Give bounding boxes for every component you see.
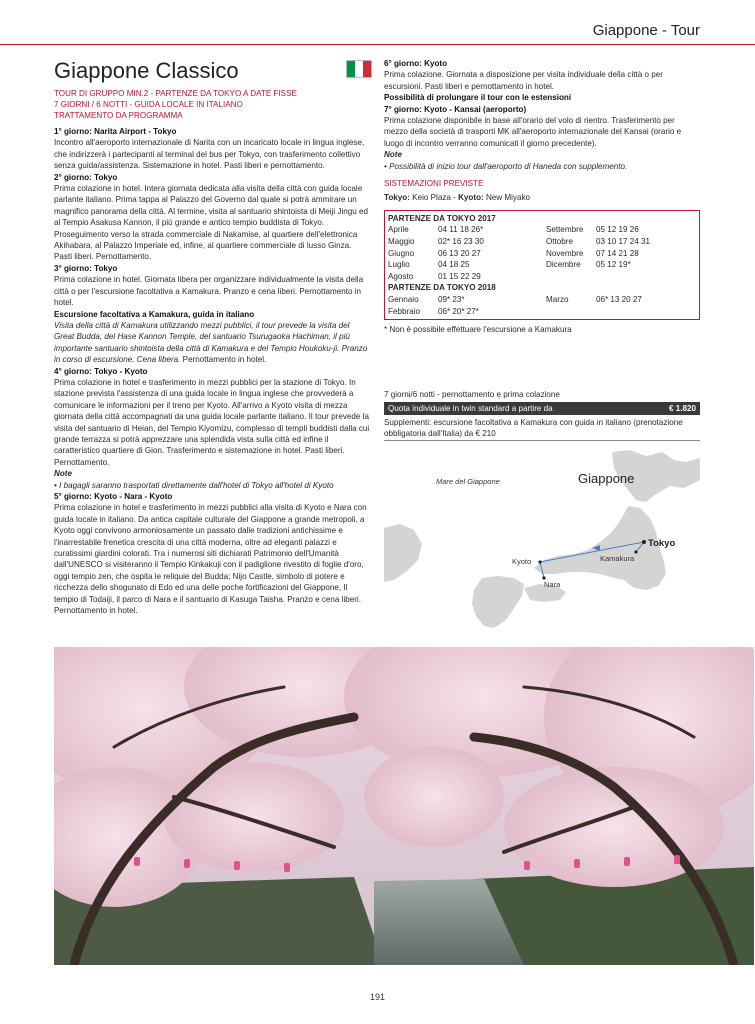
day2-title: 2° giorno: Tokyo bbox=[54, 172, 118, 182]
day7-title: 7° giorno: Kyoto - Kansai (aeroporto) bbox=[384, 104, 527, 114]
day1-text: Incontro all'aeroporto internazionale di Narita con un incaricato locale in lingua inglese, che indirizzerà i partecipanti al terminal del bus per Tokyo, con trasferimento collettivo senza guida/assistenza. Sistemazione in hotel. Pasti liberi e pernottamento. bbox=[54, 138, 365, 171]
departure-month: Aprile bbox=[388, 225, 409, 235]
departure-row bbox=[388, 248, 696, 260]
day7-text: Prima colazione disponibile in base all'orario del volo di rientro. Trasferimento per mezzo della società di trasporti MK all'aeroporto internazionale del Kansai (orario e luogo di incontro verranno comunicati il giorno precedente). bbox=[384, 116, 682, 148]
departure-month bbox=[546, 271, 596, 283]
day3-title: 3° giorno: Tokyo bbox=[54, 263, 118, 273]
pricing-box bbox=[384, 389, 700, 442]
departure-month bbox=[546, 306, 596, 318]
departure-month: Agosto bbox=[388, 271, 414, 281]
price-bar bbox=[384, 402, 700, 415]
day2-text: Prima colazione in hotel. Intera giornata dedicata alla visita della città con guida locale parlante italiano. Prima tappa al Palazzo del Governo dal quale si potrà ammirare un magnifico panorama della città. Al termine, visita al santuario shintoista di Meiji Jingu ed al Tempio Asakusa Kannon, il più grande e antico tempio buddista di Tokyo. Proseguimento verso la strada commerciale di Nakamise, al quartiere dell'elettronica Akihabara, al Palazzo Imperiale ed, infine, al quartiere commerciale di lusso Ginza. Pasti liberi. Pernottamento. bbox=[54, 184, 369, 262]
departure-days: 06* 20* 27* bbox=[438, 306, 479, 316]
map-sea-label: Mare del Giappone bbox=[436, 477, 500, 486]
departures-2017-rows bbox=[388, 224, 696, 282]
subtitle-line: TRATTAMENTO DA PROGRAMMA bbox=[54, 111, 183, 120]
japan-map bbox=[384, 450, 700, 632]
kyoto-marker-icon bbox=[538, 560, 541, 563]
korea-shape bbox=[384, 524, 422, 582]
departure-days: 09* 23* bbox=[438, 295, 465, 305]
pricing-supplement: Supplementi: escursione facoltativa a Kamakura con guida in italiano (prenotazione obbligatoria dall'Italia) da € 210 bbox=[384, 418, 683, 438]
departure-row bbox=[388, 294, 696, 306]
departure-days: 04 18 25 bbox=[438, 260, 470, 270]
acc-tokyo-label: Tokyo: bbox=[384, 193, 410, 203]
departures-table bbox=[384, 210, 700, 320]
map-city-kamakura: Kamakura bbox=[600, 554, 635, 563]
departure-month: Novembre bbox=[546, 248, 584, 258]
departure-days bbox=[596, 271, 696, 283]
subtitle-line: TOUR DI GRUPPO MIN.2 - PARTENZE DA TOKYO A DATE FISSE bbox=[54, 89, 297, 98]
right-column bbox=[384, 58, 700, 336]
departure-month: Settembre bbox=[546, 225, 584, 235]
lantern bbox=[184, 859, 190, 868]
right-note-title: Note bbox=[384, 150, 402, 160]
tour-title: Giappone Classico bbox=[54, 58, 239, 83]
tour-subtitles bbox=[54, 88, 370, 121]
departure-month: Dicembre bbox=[546, 260, 581, 270]
page-number: 191 bbox=[369, 992, 386, 1002]
departure-month: Ottobre bbox=[546, 237, 573, 247]
blossom-cluster bbox=[364, 747, 504, 847]
departure-row bbox=[388, 259, 696, 271]
departure-days: 05 12 19 26 bbox=[596, 225, 639, 235]
right-note-text: • Possibilità di inizio tour dall'aeroporto di Haneda con supplemento. bbox=[384, 161, 628, 171]
acc-tokyo-value: Keio Plaza - bbox=[409, 193, 459, 203]
page-header bbox=[0, 0, 755, 46]
accommodation-line bbox=[384, 192, 700, 203]
tokyo-marker-icon bbox=[642, 540, 646, 544]
departures-2017-header: PARTENZE DA TOKYO 2017 bbox=[388, 213, 496, 223]
departure-days: 06* 13 20 27 bbox=[596, 295, 642, 305]
lantern bbox=[234, 861, 240, 870]
pricing-summary: 7 giorni/6 notti - pernottamento e prima colazione bbox=[384, 390, 560, 399]
departure-month: Marzo bbox=[546, 295, 569, 305]
departure-month: Luglio bbox=[388, 260, 410, 270]
lantern bbox=[674, 855, 680, 864]
departure-days: 04 11 18 26* bbox=[438, 225, 484, 235]
departures-2018-header: PARTENZE DA TOKYO 2018 bbox=[388, 283, 496, 293]
map-country-label: Giappone bbox=[578, 471, 635, 486]
acc-kyoto-label: Kyoto: bbox=[458, 193, 484, 203]
kyushu-shape bbox=[472, 576, 524, 628]
day6-text: Prima colazione. Giornata a disposizione per visita individuale della città o per escursioni. Pasti liberi e pernottamento in hotel. bbox=[384, 70, 663, 91]
kamakura-marker-icon bbox=[634, 550, 637, 553]
departure-days: 06 13 20 27 bbox=[438, 248, 481, 258]
excursion-text bbox=[54, 320, 370, 366]
note-text: • I bagagli saranno trasportati direttamente dall'hotel di Tokyo all'hotel di Kyoto bbox=[54, 480, 334, 490]
day5-title: 5° giorno: Kyoto - Nara - Kyoto bbox=[54, 492, 173, 501]
blossom-cluster bbox=[164, 762, 344, 872]
day5-text: Prima colazione in hotel e trasferimento in mezzi pubblici alla visita di Kyoto e Nara con guida locale in italiano. Da antica capitale culturale del Giappone a grande metropoli, a Kyoto oggi convivono armoniosamente un passato dalle tradizioni antichissime e l'inarrestabile frenetica crescita di una città moderna, oltre ad eleganti palazzi e curatissimi giardini colorati. Tra i numerosi siti dichiarati Patrimonio dell'Umanità dall'UNESCO si visiteranno il Tempio Kinkakuji con il padiglione rivestito di foglie d'oro, oggi tempio zen, che ospita le reliquie del Budda; Nijo Castle, simbolo di potere e ricchezza dello shogunato di Edo ed una delle poche fortificazioni del Giappone, Il tempio di Todaiji, il parco di Nara e il santuario di Kasuga Taisha. Pranzo e cena liberi. Pernottamento in hotel. bbox=[54, 503, 367, 616]
day3-text: Prima colazione in hotel. Giornata libera per organizzare individualmente la visita della città o per l'escursione facoltativa a Kamakura. Pranzo e cena liberi. Pernottamento in hotel. bbox=[54, 275, 364, 308]
departure-days: 07 14 21 28 bbox=[596, 248, 639, 258]
departure-days: 02* 16 23 30 bbox=[438, 237, 484, 247]
map-svg bbox=[384, 450, 700, 632]
excursion-title: Escursione facoltativa a Kamakura, guida in italiano bbox=[54, 309, 255, 319]
lantern bbox=[284, 863, 290, 872]
map-city-kyoto: Kyoto bbox=[512, 557, 532, 566]
departure-month: Giugno bbox=[388, 248, 415, 258]
subtitle-line: 7 GIORNI / 6 NOTTI - GUIDA LOCALE IN ITALIANO bbox=[54, 100, 243, 109]
price-label: Quota individuale in twin standard a partire da bbox=[388, 404, 553, 413]
italy-flag-icon bbox=[346, 60, 372, 78]
map-city-nara: Nara bbox=[544, 580, 561, 589]
cherry-blossom-photo bbox=[54, 647, 754, 965]
left-column bbox=[54, 58, 370, 616]
departure-month: Maggio bbox=[388, 237, 415, 247]
price-value: € 1.820 bbox=[668, 404, 696, 413]
excursion-italic: Visita della città di Kamakura utilizzando mezzi pubblici, il tour prevede la visita del Great Budda, del Hase Kannon Temple, del santuario Tsurugaoka Hachiman, il più importante santuario shintoista della città di Kamakura e del Tempio Houkoku-ji. Pranzo in corso di escursione. Cena libera. bbox=[54, 320, 368, 365]
departure-row bbox=[388, 236, 696, 248]
departures-footnote: * Non è possibile effettuare l'escursione a Kamakura bbox=[384, 325, 572, 335]
pricing-divider bbox=[384, 440, 700, 441]
departure-month: Gennaio bbox=[388, 295, 419, 305]
photo-svg bbox=[54, 647, 754, 965]
departure-days: 05 12 19* bbox=[596, 260, 631, 270]
day4-text: Prima colazione in hotel e trasferimento in mezzi pubblici per la stazione di Tokyo. In stazione prevista l'assistenza di una guida locale in lingua inglese che provvederà a comunicare le informazioni per il treno per Kyoto. All'arrivo a Kyoto visita di mezza giornata della città accompagnati da una guida locale parlante italiano. Il tour prevede la visita del santuario di Heian, del Tempio Kiyomizu, complesso di templi buddisti dalla cui grande terrazza si potrà apprezzare una splendida vista sulla città ed infine il caratteristico quartiere di Gion. Trasferimento e sistemazione in hotel. Pasti liberi. Pernottamento. bbox=[54, 377, 370, 467]
accommodation-title: SISTEMAZIONI PREVISTE bbox=[384, 179, 484, 189]
header-title: Giappone - Tour bbox=[592, 22, 700, 39]
header-rule bbox=[0, 44, 755, 45]
day6-title: 6° giorno: Kyoto bbox=[384, 59, 448, 68]
departure-row bbox=[388, 224, 696, 236]
departure-row bbox=[388, 271, 696, 283]
day1-title: 1° giorno: Narita Airport - Tokyo bbox=[54, 127, 177, 136]
departure-days: 01 15 22 29 bbox=[438, 271, 481, 281]
departure-days bbox=[596, 306, 696, 318]
lantern bbox=[624, 857, 630, 866]
departure-days: 03 10 17 24 31 bbox=[596, 237, 651, 247]
lantern bbox=[574, 859, 580, 868]
excursion-tail: Pernottamento in hotel. bbox=[180, 355, 267, 365]
acc-kyoto-value: New Miyako bbox=[483, 193, 531, 203]
departure-month: Febbraio bbox=[388, 306, 420, 316]
lantern bbox=[524, 861, 530, 870]
departures-2018-rows bbox=[388, 294, 696, 317]
lantern bbox=[134, 857, 140, 866]
extension-title: Possibilità di prolungare il tour con le estensioni bbox=[384, 93, 572, 103]
map-city-tokyo: Tokyo bbox=[648, 538, 676, 549]
departure-row bbox=[388, 306, 696, 318]
note-title: Note bbox=[54, 469, 72, 479]
day4-title: 4° giorno: Tokyo - Kyoto bbox=[54, 366, 148, 376]
